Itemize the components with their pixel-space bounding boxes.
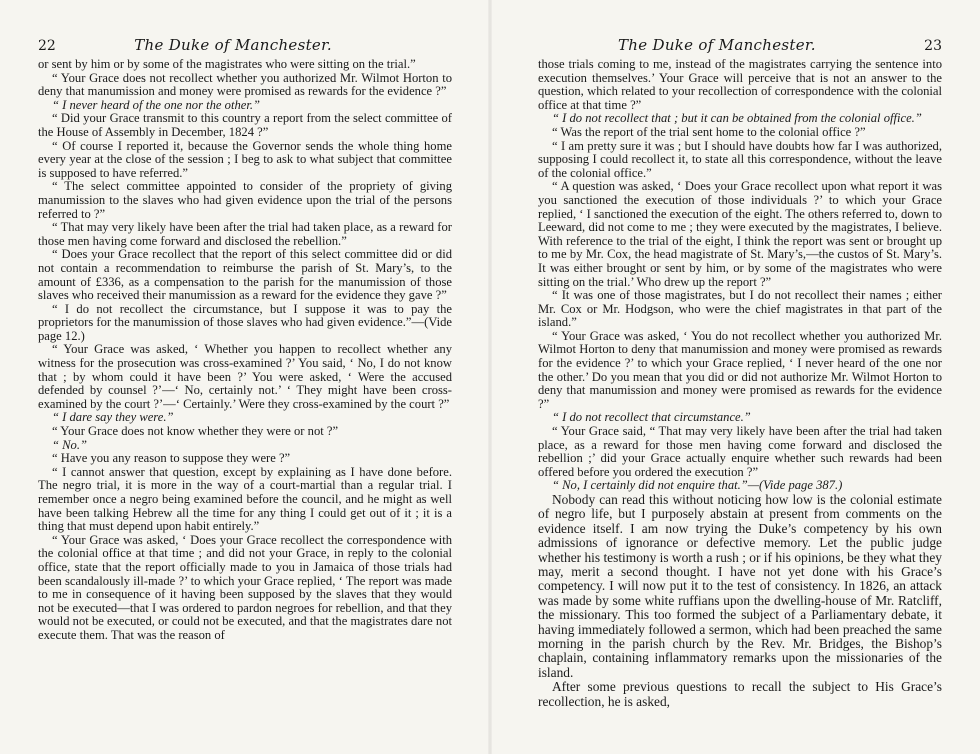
paragraph: “ I cannot answer that question, except by explaining as I have done before. The negro trial, it is more in the way of a court-martial than a regular trial. I remember once a negro being examined before the council, and he might as well have been talking Hebrew all the time for any thing I could get out of it ; it is a thing that must depend upon habit entirely.” (38, 464, 452, 534)
right-page-number: 23 (924, 38, 942, 54)
paragraph: “ Of course I reported it, because the Governor sends the whole thing home every year at the close of the session ; I beg to ask to what subject that committee is supposed to have referred.” (38, 138, 452, 180)
paragraph: “ That may very likely have been after the trial had taken place, as a reward for those men having come forward and disclosed the rebellion.” (38, 220, 452, 248)
paragraph: “ I do not recollect that ; but it can be obtained from the colonial office.” (552, 111, 922, 126)
paragraph: “ No.” (52, 437, 88, 452)
right-running-title: The Duke of Manchester. (618, 36, 816, 54)
paragraph: “ The select committee appointed to consider of the propriety of giving manumission to the slaves who had given evidence upon the trial of the persons referred to ?” (38, 179, 452, 221)
paragraph: “ I am pretty sure it was ; but I should have doubts how far I was authorized, supposing I could recollect it, to state all this correspondence, without the leave of the colonial office.” (538, 138, 942, 180)
right-running-head (538, 36, 942, 54)
paragraph: “ Your Grace said, “ That may very likely have been after the trial had taken place, as a reward for those men having come forward and disclosed the rebellion ;’ did your Grace actually enquire whether such rewards had been offered before you ordered the execution ?” (538, 424, 942, 479)
paragraph: “ It was one of those magistrates, but I do not recollect their names ; either Mr. Cox or Mr. Hodgson, who were the chief magistrates in that part of the island.” (538, 288, 942, 330)
paragraph: “ Your Grace does not know whether they were or not ?” (52, 424, 339, 439)
left-page-number: 22 (38, 38, 56, 54)
paragraph: “ I never heard of the one nor the other.” (52, 97, 260, 112)
paragraph: “ Did your Grace transmit to this country a report from the select committee of the House of Assembly in December, 1824 ?” (38, 111, 452, 139)
paragraph: “ A question was asked, ‘ Does your Grace recollect upon what report it was you sanctioned the execution of those individuals ?’ to which your Grace replied, ‘ I sanctioned the execution of the eight. The others referred to, down to Leeward, did not come to me ; they were executed by the magistrates, I believe. With reference to the trial of the eight, I think the report was sent or brought up to me by Mr. Cox, the head magistrate of St. Mary’s,—the custos of St. Mary’s. It was either brought or sent by him, or by some of the magistrates who were sitting on the trial.’ Who drew up the report ?” (538, 179, 942, 289)
left-running-title: The Duke of Manchester. (134, 36, 332, 54)
paragraph: “ Have you any reason to suppose they were ?” (52, 451, 291, 466)
paragraph: “ I do not recollect the circumstance, but I suppose it was to pay the proprietors for the manumission of those slaves who had given evidence.”—(Vide page 12.) (38, 301, 452, 343)
paragraph: those trials coming to me, instead of the magistrates carrying the sentence into execution themselves.’ Your Grace will perceive that is not an answer to the question, which related to your recollection of correspondence with the colonial office at that time ?” (538, 57, 942, 112)
paragraph: “ Your Grace was asked, ‘ You do not recollect whether you authorized Mr. Wilmot Horton to deny that manumission and money were promised as rewards for the evidence ?’ to which your Grace replied, ‘ I never heard of the one nor the other.’ Do you mean that you did or did not authorize Mr. Wilmot Horton to deny that manumission and money were promised as rewards for the evidence ?” (538, 328, 942, 411)
paragraph: “ Your Grace does not recollect whether you authorized Mr. Wilmot Horton to deny that manumission and money were promised as rewards for the evidence ?” (38, 70, 452, 99)
paragraph: “ Does your Grace recollect that the report of this select committee did or did not contain a recommendation to reimburse the parish of St. Mary’s, to the amount of £336, as a compensation to the parish for the manumission of those slaves who received their manumission as a reward for the evidence they gave ?” (38, 247, 452, 303)
right-page-text (538, 58, 942, 709)
left-running-head (38, 36, 452, 54)
paragraph: or sent by him or by some of the magistrates who were sitting on the trial.” (38, 57, 416, 71)
paragraph: “ Your Grace was asked, ‘ Whether you happen to recollect whether any witness for the prosecution was cross-examined ?’ You said, ‘ No, I do not know that ; by whom could it have been ?’ You were asked, ‘ Were the accused defended by counsel ?’—‘ No, certainly not.’ ‘ They might have been cross-examined by the court ?’—‘ Certainly.’ Were they cross-examined by the court ?” (38, 342, 452, 411)
paragraph: “ No, I certainly did not enquire that.”—(Vide page 387.) (552, 478, 843, 493)
right-page (490, 0, 980, 754)
paragraph: “ I do not recollect that circumstance.” (552, 410, 751, 425)
paragraph: After some previous questions to recall the subject to His Grace’s recollection, he is asked, (538, 679, 942, 709)
left-page-text (38, 58, 452, 643)
paragraph: “ Your Grace was asked, ‘ Does your Grace recollect the correspondence with the colonial office at that time ; and did not your Grace, in reply to the colonial office, state that the report officially made to you in Jamaica of those trials had been scandalously ill-made ?’ to which your Grace replied, ‘ The report was made to me in consequence of it having been supposed by the slaves that they would not be executed—that I was ordered to pardon negroes for rebellion, and that they would not be executed, or could not be executed, and that the magistrates dare not execute them. That was the reason of (38, 532, 452, 642)
paragraph: Nobody can read this without noticing how low is the colonial estimate of negro life, but I purposely abstain at present from comments on the evidence itself. I am now trying the Duke’s competency by his own admissions of ignorance or defective memory. Let the public judge whether his testimony is worth a rush ; or if his opinions, be they what they may, merit a second thought. I have not yet done with his Grace’s competency. I will now put it to the test of consistency. In 1826, an attack was made by some white ruffians upon the dwelling-house of Mr. Ratcliff, the missionary. This too formed the subject of a Parliamentary debate, it having immediately followed a sermon, which had been preached the same morning in the parish church by the Rev. Mr. Bridges, the Bishop’s chaplain, containing inflammatory remarks upon the missionaries of the island. (538, 492, 942, 680)
paragraph: “ I dare say they were.” (52, 410, 174, 425)
paragraph: “ Was the report of the trial sent home to the colonial office ?” (552, 124, 866, 139)
